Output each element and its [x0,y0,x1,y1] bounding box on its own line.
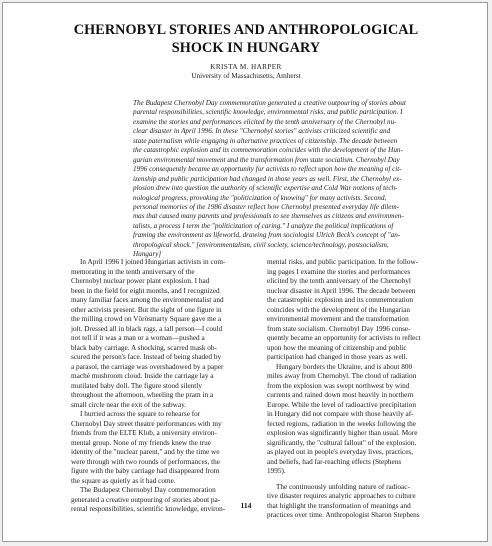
body-line: identity of the "nuclear parent," and by the time we [71,448,220,456]
body-line: environmental movement and the transformation [267,315,409,323]
body-line: participation had changed in those years as well. [267,353,408,361]
body-line: throughout the afternoon, wheeling the pram in a [71,391,214,399]
body-line: black baby carriage. A shocking, scarred mask ob- [71,343,217,352]
body-line: The continuously unfolding nature of radioac- [276,482,410,491]
body-line: mental group. None of my friends knew the true [71,438,211,447]
title-line: SHOCK IN HUNGARY [171,40,321,56]
abstract-line: mas that caused many parents and professionals to see themselves as citizens and environmen- [133,212,404,221]
abstract-line: examine the stories and performances elicited by the tenth anniversary of the Chernobyl nu- [133,117,397,126]
body-column-left [71,258,256,515]
body-line: the catastrophic explosion and its commemoration [267,296,413,304]
body-line: Chernobyl nuclear power plant explosion. I had [71,277,210,285]
body-line: coincides with the development of the Hungarian [267,305,410,314]
body-line: The Budapest Chernobyl Day commemoration [80,486,216,494]
body-line: from the explosion was swept northwest by wind [267,381,410,390]
body-line: in Hungary did not compare with those heavily af- [267,410,414,418]
body-line: mutilated baby doll. The figure stood silently [71,381,202,390]
body-line: were through with two rounds of performances, the [71,457,220,466]
author-affiliation: University of Massachusetts, Amherst [191,72,301,80]
body-line: ing pages I examine the stories and performances [267,267,411,276]
body-line: many familiar faces among the environmentalist and [71,296,224,304]
body-column-right [267,258,452,521]
body-line: from state socialism. Chernobyl Day 1996 conse- [267,324,411,333]
page-number: 114 [240,501,252,510]
body-line: I hurried across the square to rehearse for [80,410,201,418]
abstract-line: framing the environment as lifeworld, drawing from sociologist Ulrich Beck's concept of "an- [133,231,401,240]
abstract-line: personal memories of the 1986 disaster reflect how Chernobyl presented everyday life dilem- [133,202,399,211]
abstract-line: izenship and public participation had changed in those years as well. First, the Chernobyl ex- [133,174,402,183]
abstract-line: the catastrophic explosion and its commemoration coincides with the development of the Hun- [133,146,403,155]
body-line: that highlight the transformation of meanings and [267,501,411,510]
body-line: the square as quietly as it had come. [71,476,176,485]
body-line: mental risks, and public participation. In the follow- [267,258,419,266]
title-line: CHERNOBYL STORIES AND ANTHROPOLOGICAL [73,22,419,38]
body-line: Hungary borders the Ukraine, and is about 800 [276,362,413,371]
body-line: jolt. Dressed all in black rags, a tall person—I could [71,324,223,333]
body-line: elicited by the tenth anniversary of the Chernobyl [267,277,411,285]
body-line: Chernobyl Day street theatre performances with my [71,419,222,428]
journal-page [2,2,488,542]
body-line: and beliefs, had far-reaching effects (Stephens [267,457,402,466]
abstract-line: 1996 consequently became an opportunity for activists to reflect upon how the meaning of cit- [133,165,402,174]
abstract-line: Hungary] [133,250,162,259]
body-line: Europe. While the level of radioactive precipitation [267,400,417,409]
body-line: nuclear disaster in April 1996. The decade between [267,286,416,295]
body-line: explosion was significantly higher than usual. More [267,429,418,437]
body-line: quently became an opportunity for activists to reflect [267,334,421,342]
body-line: the milling crowd on Vörösmarty Square gave me a [71,315,222,323]
body-line: upon how the meaning of citizenship and public [267,343,407,352]
body-line: other activists present. But the sight of one figure in [71,305,222,314]
abstract-line: clear disaster in April 1996. In these "Chernobyl stories" activists criticized scientific and [133,127,391,136]
body-line: a parasol, the carriage was overshadowed by a paper [71,362,224,371]
body-line: scured the person's face. Instead of being shaded by [71,353,222,361]
body-line: miles away from Chernobyl. The cloud of radiation [267,372,417,380]
abstract-line: The Budapest Chernobyl Day commemoration generated a creative outpouring of stories about [133,99,406,107]
body-line: maché mushroom cloud. Inside the carriage lay a [71,372,214,380]
body-line: rental responsibilities, scientific knowledge, environ- [71,505,226,513]
abstract [133,99,469,260]
article-title [43,21,449,57]
body-line: In April 1996 I joined Hungarian activists in com- [80,258,226,266]
body-line: small circle near the exit of the subway. [71,400,187,409]
abstract-line: parental responsibilities, scientific knowledge, environmental risks, and public participation. I [133,108,403,117]
abstract-line: nological progress, provoking the "politicization of knowing" for many activists. Second, [133,193,387,202]
body-line: been in the field for eight months, and I recognized [71,286,220,295]
body-line: significantly, the "cultural fallout" of the explosion, [267,438,417,447]
body-line: not tell if it was a man or a woman—pushed a [71,334,205,342]
body-line: 1995). [267,467,286,475]
abstract-line: garian environmental movement and the transformation from state socialism. Chernobyl Day [133,155,400,164]
body-line: currents and rained down most heavily in northern [267,391,414,399]
body-line: memorating in the tenth anniversary of the [71,267,195,276]
body-line: as played out in people's everyday lives, practices, [267,448,414,456]
abstract-line: talists, a process I term the "politicization of caring." I analyze the political implications of [133,221,394,230]
body-line: friends from the ELTE Klub, a university environ- [71,429,217,437]
body-line: practices over time. Anthropologist Sharon Stephens [267,511,420,519]
body-line: fected regions, radiation in the weeks following the [267,419,416,428]
abstract-line: thropological shock." [environmentalism, civil society, science/technology, postsocialism, [133,240,389,249]
body-line: tive disaster requires analytic approaches to culture [267,492,416,500]
abstract-line: state paternalism while engaging in alternative practices of citizenship. The decade between [133,136,398,145]
body-line: generated a creative outpouring of stories about pa- [71,495,221,504]
author-name: KRISTA M. HARPER [210,63,282,71]
abstract-line: plosion drew into question the authority of scientific expertise and Cold War notions of tech- [133,184,398,193]
body-line: figure with the baby carriage had disappeared from [71,467,220,475]
